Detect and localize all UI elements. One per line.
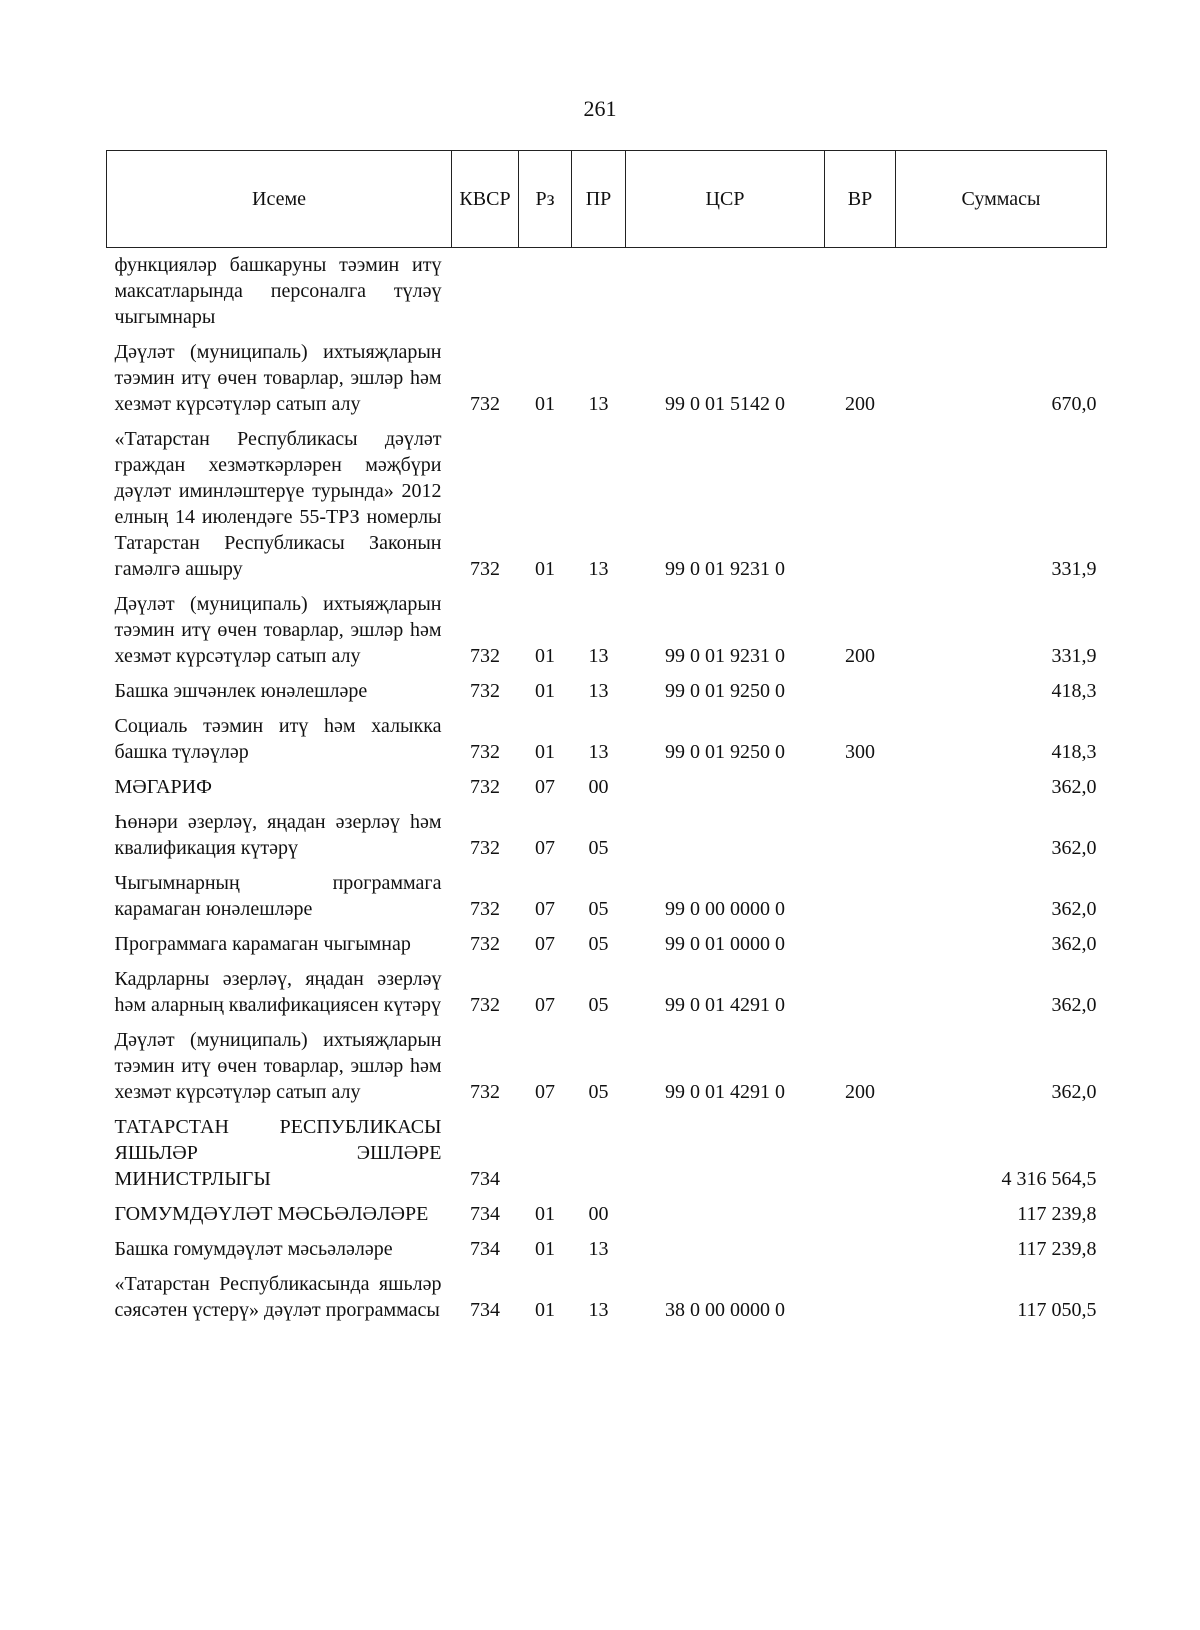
cell-csr [626, 248, 825, 336]
cell-sum: 331,9 [1051, 645, 1097, 667]
cell-name: МӘГАРИФ [114, 776, 212, 798]
cell-csr [626, 805, 825, 866]
cell-vr [825, 805, 896, 866]
cell-csr [626, 770, 825, 805]
cell-pr: 05 [588, 933, 609, 955]
cell-vr [825, 1110, 896, 1197]
cell-pr: 05 [588, 898, 609, 920]
header-sum: Суммасы [896, 151, 1107, 248]
cell-sum: 117 050,5 [1017, 1299, 1097, 1321]
cell-csr: 38 0 00 0000 0 [665, 1299, 785, 1321]
table-row [107, 335, 1107, 422]
cell-sum: 362,0 [1051, 776, 1097, 798]
header-name: Исеме [107, 151, 452, 248]
cell-sum: 670,0 [1051, 393, 1097, 415]
cell-rz: 07 [535, 1081, 555, 1103]
header-rz: Рз [519, 151, 572, 248]
table-row [107, 422, 1107, 587]
table-row [107, 1110, 1107, 1197]
header-kvsr: КВСР [452, 151, 519, 248]
cell-sum: 117 239,8 [1017, 1203, 1097, 1225]
cell-name: Кадрларны әзерләү, яңадан әзерләү һәм аларның квалификациясен күтәрү [114, 968, 442, 1016]
budget-table [106, 150, 1107, 1328]
cell-rz: 01 [535, 558, 555, 580]
cell-sum: 362,0 [1051, 933, 1097, 955]
cell-vr [825, 248, 896, 336]
cell-vr [825, 674, 896, 709]
table-row [107, 1232, 1107, 1267]
table-row [107, 1267, 1107, 1328]
cell-kvsr: 732 [470, 776, 500, 798]
cell-sum: 362,0 [1051, 898, 1097, 920]
cell-sum: 362,0 [1051, 1081, 1097, 1103]
cell-kvsr: 732 [470, 1081, 500, 1103]
cell-kvsr: 732 [470, 558, 500, 580]
cell-kvsr: 732 [470, 837, 500, 859]
cell-pr: 13 [588, 1299, 609, 1321]
cell-vr [825, 866, 896, 927]
cell-pr: 13 [588, 1238, 609, 1260]
table-row [107, 805, 1107, 866]
cell-kvsr [452, 248, 519, 336]
cell-csr: 99 0 01 5142 0 [665, 393, 785, 415]
cell-pr: 00 [588, 1203, 609, 1225]
cell-name: Дәүләт (муниципаль) ихтыяҗларын тәэмин итү өчен товарлар, эшләр һәм хезмәт күрсәтүләр сатып алу [114, 1029, 442, 1103]
cell-kvsr: 732 [470, 898, 500, 920]
cell-sum: 4 316 564,5 [1001, 1168, 1097, 1190]
cell-csr: 99 0 00 0000 0 [665, 898, 785, 920]
page-number: 261 [583, 96, 617, 121]
table-row [107, 248, 1107, 336]
cell-kvsr: 732 [470, 741, 500, 763]
cell-rz: 07 [535, 994, 555, 1016]
header-csr: ЦСР [626, 151, 825, 248]
cell-name: Башка гомумдәүләт мәсьәләләре [114, 1238, 393, 1260]
cell-name: ГОМУМДӘҮЛӘТ МӘСЬӘЛӘЛӘРЕ [114, 1203, 429, 1225]
cell-vr [825, 770, 896, 805]
cell-name: Дәүләт (муниципаль) ихтыяҗларын тәэмин итү өчен товарлар, эшләр һәм хезмәт күрсәтүләр сатып алу [114, 341, 442, 415]
table-body [107, 248, 1107, 1329]
cell-name: Программага карамаган чыгымнар [114, 933, 411, 955]
cell-vr [825, 1232, 896, 1267]
cell-csr [626, 1197, 825, 1232]
cell-rz: 07 [535, 837, 555, 859]
cell-name: Чыгымнарның программага карамаган юнәлешләре [114, 872, 442, 920]
cell-rz: 07 [535, 898, 555, 920]
cell-pr: 05 [588, 837, 609, 859]
cell-kvsr: 732 [470, 933, 500, 955]
cell-vr [825, 962, 896, 1023]
cell-pr: 13 [588, 393, 609, 415]
cell-name: Социаль тәэмин итү һәм халыкка башка түләүләр [114, 715, 442, 763]
cell-sum [896, 248, 1107, 336]
cell-rz: 07 [535, 776, 555, 798]
cell-pr [572, 1110, 626, 1197]
cell-name: «Татарстан Республикасы дәүләт граждан хезмәткәрләрен мәҗбүри дәүләт иминләштерүе турында» 2012 елның 14 июлендәге 55-ТРЗ номерлы Татарстан Республикасы Законын гамәлгә ашыру [114, 428, 442, 580]
cell-kvsr: 734 [470, 1299, 500, 1321]
cell-pr: 13 [588, 645, 609, 667]
cell-csr: 99 0 01 9250 0 [665, 680, 785, 702]
header-pr: ПР [572, 151, 626, 248]
cell-sum: 362,0 [1051, 837, 1097, 859]
cell-pr: 13 [588, 741, 609, 763]
table-row [107, 1197, 1107, 1232]
cell-rz [519, 248, 572, 336]
cell-csr: 99 0 01 9231 0 [665, 645, 785, 667]
cell-name: Һөнәри әзерләү, яңадан әзерләү һәм квалификация күтәрү [114, 811, 442, 859]
table-row [107, 674, 1107, 709]
cell-pr [572, 248, 626, 336]
cell-rz [519, 1110, 572, 1197]
cell-rz: 01 [535, 1238, 555, 1260]
cell-kvsr: 734 [470, 1238, 500, 1260]
cell-pr: 05 [588, 994, 609, 1016]
cell-kvsr: 734 [470, 1203, 500, 1225]
cell-csr: 99 0 01 9231 0 [665, 558, 785, 580]
cell-pr: 13 [588, 680, 609, 702]
cell-csr [626, 1232, 825, 1267]
cell-name: ТАТАРСТАН РЕСПУБЛИКАСЫ ЯШЬЛӘР ЭШЛӘРЕ МИНИСТРЛЫГЫ [114, 1116, 442, 1190]
cell-sum: 117 239,8 [1017, 1238, 1097, 1260]
table-header-row [107, 151, 1107, 248]
table-row [107, 1023, 1107, 1110]
cell-rz: 01 [535, 393, 555, 415]
cell-csr: 99 0 01 4291 0 [665, 1081, 785, 1103]
cell-vr [825, 1267, 896, 1328]
cell-name: Башка эшчәнлек юнәлешләре [114, 680, 368, 702]
cell-vr: 200 [845, 1081, 875, 1103]
table-row [107, 927, 1107, 962]
cell-rz: 07 [535, 933, 555, 955]
cell-sum: 362,0 [1051, 994, 1097, 1016]
cell-vr [825, 927, 896, 962]
cell-sum: 331,9 [1051, 558, 1097, 580]
table-row [107, 709, 1107, 770]
cell-sum: 418,3 [1051, 741, 1097, 763]
cell-pr: 05 [588, 1081, 609, 1103]
cell-rz: 01 [535, 1299, 555, 1321]
cell-vr [825, 422, 896, 587]
cell-csr: 99 0 01 0000 0 [665, 933, 785, 955]
cell-vr [825, 1197, 896, 1232]
cell-pr: 13 [588, 558, 609, 580]
cell-vr: 200 [845, 645, 875, 667]
cell-csr: 99 0 01 4291 0 [665, 994, 785, 1016]
cell-kvsr: 732 [470, 994, 500, 1016]
cell-kvsr: 732 [470, 680, 500, 702]
cell-vr: 200 [845, 393, 875, 415]
table-row [107, 587, 1107, 674]
cell-name: «Татарстан Республикасында яшьләр сәясәтен үстерү» дәүләт программасы [114, 1273, 442, 1321]
table-row [107, 866, 1107, 927]
cell-kvsr: 734 [470, 1168, 500, 1190]
table-row [107, 770, 1107, 805]
cell-csr [626, 1110, 825, 1197]
cell-rz: 01 [535, 680, 555, 702]
cell-kvsr: 732 [470, 645, 500, 667]
cell-vr: 300 [845, 741, 875, 763]
cell-csr: 99 0 01 9250 0 [665, 741, 785, 763]
cell-name: Дәүләт (муниципаль) ихтыяҗларын тәэмин итү өчен товарлар, эшләр һәм хезмәт күрсәтүләр сатып алу [114, 593, 442, 667]
header-vr: ВР [825, 151, 896, 248]
cell-rz: 01 [535, 1203, 555, 1225]
cell-rz: 01 [535, 741, 555, 763]
cell-name: функцияләр башкаруны тәэмин итү максатларында персоналга түләү чыгымнары [114, 254, 442, 328]
table-row [107, 962, 1107, 1023]
cell-rz: 01 [535, 645, 555, 667]
cell-pr: 00 [588, 776, 609, 798]
cell-kvsr: 732 [470, 393, 500, 415]
cell-sum: 418,3 [1051, 680, 1097, 702]
